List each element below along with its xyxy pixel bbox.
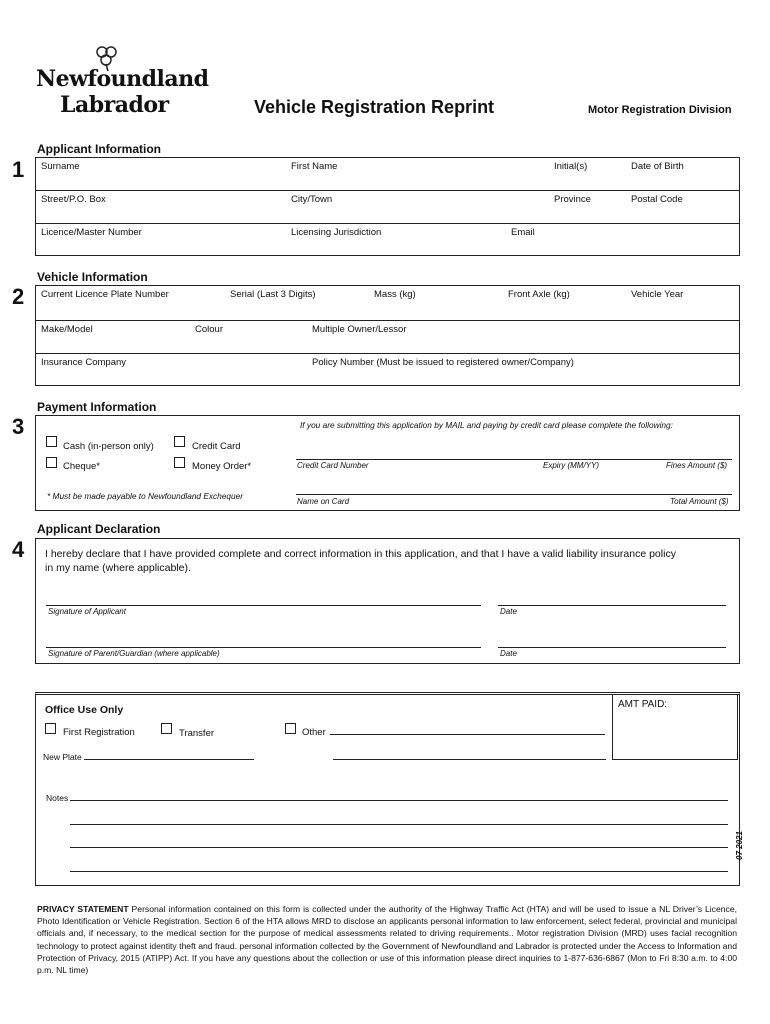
transfer-label: Transfer bbox=[179, 728, 215, 739]
street-field[interactable]: Street/P.O. Box bbox=[41, 194, 106, 205]
licence-plate-field[interactable]: Current Licence Plate Number bbox=[41, 289, 169, 300]
new-plate-label: New Plate bbox=[43, 752, 82, 762]
province-field[interactable]: Province bbox=[554, 194, 591, 205]
section-2-title: Vehicle Information bbox=[37, 270, 148, 284]
logo-newfoundland: Newfoundland bbox=[36, 66, 209, 92]
money-order-label: Money Order* bbox=[192, 461, 252, 472]
front-axle-field[interactable]: Front Axle (kg) bbox=[508, 289, 570, 300]
surname-field[interactable]: Surname bbox=[41, 161, 80, 172]
vehicle-info-box bbox=[35, 285, 740, 386]
policy-number-field[interactable]: Policy Number (Must be issued to registered owner/Company) bbox=[312, 357, 574, 368]
applicant-date-field[interactable]: Date bbox=[500, 607, 517, 616]
first-name-field[interactable]: First Name bbox=[291, 161, 338, 172]
new-plate-field[interactable] bbox=[84, 759, 254, 760]
cheque-label: Cheque* bbox=[63, 461, 100, 472]
licensing-jurisdiction-field[interactable]: Licensing Jurisdiction bbox=[291, 227, 382, 238]
dob-field[interactable]: Date of Birth bbox=[631, 161, 684, 172]
section-4-number: 4 bbox=[12, 537, 25, 562]
mass-field[interactable]: Mass (kg) bbox=[374, 289, 416, 300]
licence-number-field[interactable]: Licence/Master Number bbox=[41, 227, 142, 238]
multiple-owner-field[interactable]: Multiple Owner/Lessor bbox=[312, 324, 407, 335]
declaration-text bbox=[45, 547, 735, 575]
office-use-title: Office Use Only bbox=[45, 704, 124, 716]
email-field[interactable]: Email bbox=[511, 227, 535, 238]
notes-line-1[interactable] bbox=[70, 800, 728, 801]
transfer-checkbox[interactable] bbox=[161, 723, 172, 734]
postal-code-field[interactable]: Postal Code bbox=[631, 194, 683, 205]
parent-signature-field[interactable]: Signature of Parent/Guardian (where applicable) bbox=[48, 649, 220, 658]
vehicle-year-field[interactable]: Vehicle Year bbox=[631, 289, 684, 300]
exchequer-footnote: * Must be made payable to Newfoundland Exchequer bbox=[47, 491, 244, 501]
make-model-field[interactable]: Make/Model bbox=[41, 324, 93, 335]
other-checkbox[interactable] bbox=[285, 723, 296, 734]
amt-paid-label: AMT PAID: bbox=[618, 699, 668, 710]
insurance-company-field[interactable]: Insurance Company bbox=[41, 357, 127, 368]
section-1-number: 1 bbox=[12, 157, 25, 182]
credit-card-checkbox[interactable] bbox=[174, 436, 185, 447]
first-registration-checkbox[interactable] bbox=[45, 723, 56, 734]
applicant-signature-field[interactable]: Signature of Applicant bbox=[48, 607, 126, 616]
cheque-checkbox[interactable] bbox=[46, 457, 57, 468]
privacy-text: Personal information contained on this form is collected under the authority of the Highway Traffic Act (HTA) and will be used to issue a NL Driver’s Licence, Photo Identification or Vehicle Registration. Section 6 of the HTA allows MRD to disclose an applicants personal information to law enforcement, select federal, provincial and municipal officials and, if necessary, to the medical section for the purpose of medical assessments related to driving requirements.. Motor registration Division (MRD) uses facial recognition technology to protect against identity theft and fraud. personal information collected by the Government of Newfoundland and Labrador is protected under the Access to Information and Protection of Privacy, 2015 (ATIPP) Act. If you have any questions about the collection or use of this information please direct inquiries to 1-877-636-6867 (Mon to Fri 8:30 a.m. to 4:00 p.m. NL time) bbox=[37, 904, 737, 976]
section-1-title: Applicant Information bbox=[37, 142, 161, 156]
privacy-heading: PRIVACY STATEMENT bbox=[37, 904, 129, 914]
serial-field[interactable]: Serial (Last 3 Digits) bbox=[230, 289, 316, 300]
notes-line-2[interactable] bbox=[70, 824, 728, 825]
name-on-card-field[interactable]: Name on Card bbox=[297, 497, 350, 506]
credit-card-label: Credit Card bbox=[192, 441, 241, 452]
fines-amount-field[interactable]: Fines Amount ($) bbox=[666, 461, 728, 470]
section-3-title: Payment Information bbox=[37, 400, 157, 414]
other-label: Other bbox=[302, 727, 326, 738]
money-order-checkbox[interactable] bbox=[174, 457, 185, 468]
initials-field[interactable]: Initial(s) bbox=[554, 161, 588, 172]
parent-date-field[interactable]: Date bbox=[500, 649, 517, 658]
privacy-statement bbox=[37, 903, 737, 976]
logo-labrador: Labrador bbox=[60, 92, 169, 118]
first-registration-label: First Registration bbox=[63, 727, 135, 738]
cash-checkbox[interactable] bbox=[46, 436, 57, 447]
section-3-number: 3 bbox=[12, 414, 25, 439]
mail-note: If you are submitting this application by MAIL and paying by credit card please complete the following: bbox=[300, 420, 673, 430]
form-revision-code: 07 2021 bbox=[735, 831, 744, 860]
total-amount-field[interactable]: Total Amount ($) bbox=[670, 497, 729, 506]
notes-line-4[interactable] bbox=[70, 871, 728, 872]
declaration-line-1: I hereby declare that I have provided complete and correct information in this application, and that I have a valid liability insurance policy bbox=[45, 548, 676, 560]
expiry-field[interactable]: Expiry (MM/YY) bbox=[543, 461, 599, 470]
city-field[interactable]: City/Town bbox=[291, 194, 333, 205]
colour-field[interactable]: Colour bbox=[195, 324, 223, 335]
section-2-number: 2 bbox=[12, 284, 25, 309]
declaration-line-2: in my name (where applicable). bbox=[45, 562, 191, 574]
notes-line-3[interactable] bbox=[70, 847, 728, 848]
division-name: Motor Registration Division bbox=[588, 104, 732, 116]
section-4-title: Applicant Declaration bbox=[37, 522, 161, 536]
page-title: Vehicle Registration Reprint bbox=[254, 97, 495, 117]
notes-label: Notes bbox=[46, 793, 69, 803]
credit-card-number-field[interactable]: Credit Card Number bbox=[297, 461, 369, 470]
cash-label: Cash (in-person only) bbox=[63, 441, 154, 452]
